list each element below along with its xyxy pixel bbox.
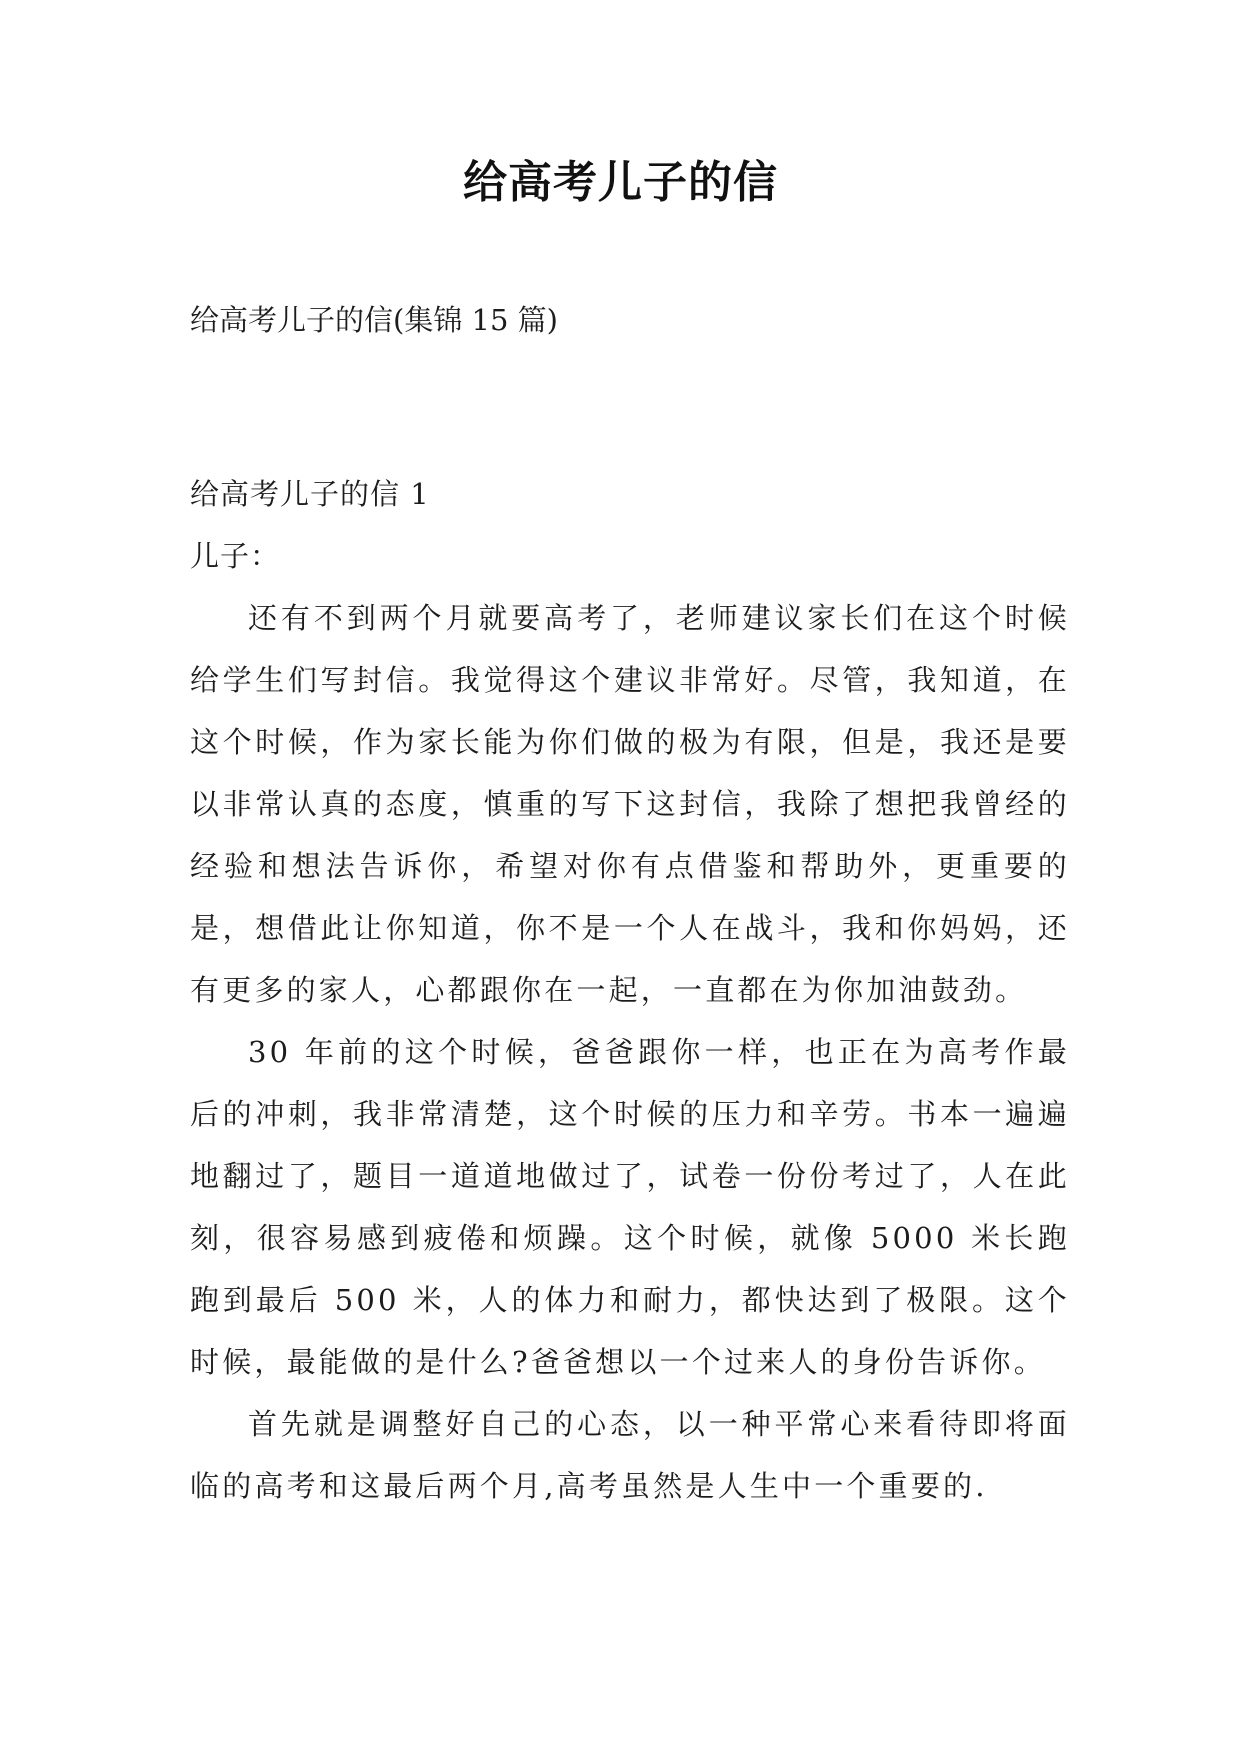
letter-salutation: 儿子： (190, 539, 281, 573)
paragraph-1: 还有不到两个月就要高考了，老师建议家长们在这个时候给学生们写封信。我觉得这个建议非常好。尽管，我知道，在这个时候，作为家长能为你们做的极为有限，但是，我还是要以非常认真的态度，慎重的写下这封信，我除了想把我曾经的经验和想法告诉你，希望对你有点借鉴和帮助外，更重要的是，想借此让你知道，你不是一个人在战斗，我和你妈妈，还有更多的家人，心都跟你在一起，一直都在为你加油鼓劲。 (190, 601, 1070, 1007)
document-body (190, 289, 1070, 1517)
paragraph-3: 首先就是调整好自己的心态，以一种平常心来看待即将面临的高考和这最后两个月,高考虽然是人生中一个重要的. (190, 1407, 1070, 1503)
section-heading: 给高考儿子的信 1 (190, 477, 430, 511)
document-subtitle: 给高考儿子的信(集锦 15 篇) (190, 303, 558, 337)
section-spacer (190, 351, 1070, 463)
paragraph-2: 30 年前的这个时候，爸爸跟你一样，也正在为高考作最后的冲刺，我非常清楚，这个时候的压力和辛劳。书本一遍遍地翻过了，题目一道道地做过了，试卷一份份考过了，人在此刻，很容易感到疲倦和烦躁。这个时候，就像 5000 米长跑跑到最后 500 米，人的体力和耐力，都快达到了极限。这个时候，最能做的是什么?爸爸想以一个过来人的身份告诉你。 (190, 1035, 1070, 1379)
document-title: 给高考儿子的信 (463, 157, 778, 208)
